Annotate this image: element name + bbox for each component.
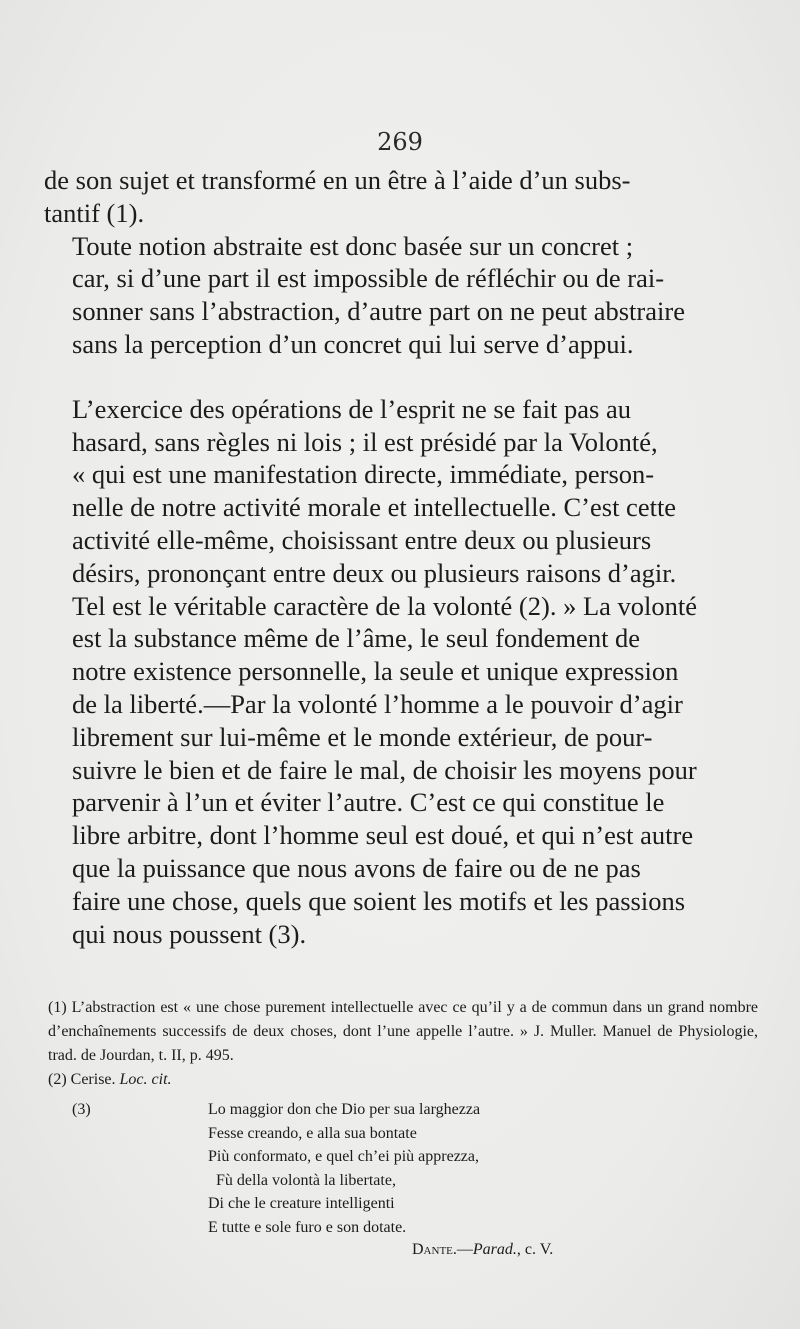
text-line: que la puissance que nous avons de faire ou de ne pas	[72, 852, 641, 883]
verse-line: Lo maggior don che Dio per sua larghezza	[208, 1101, 481, 1118]
text-line: Tel est le véritable caractère de la volonté (2). » La volonté	[72, 590, 698, 621]
text-line: libre arbitre, dont l’homme seul est doué, et qui n’est autre	[72, 820, 694, 851]
text-line: L’exercice des opérations de l’esprit ne se fait pas au	[72, 393, 631, 424]
footnote-mark: (3)	[72, 1101, 91, 1118]
text-line: faire une chose, quels que soient les motifs et les passions	[72, 885, 686, 916]
text-line: sans la perception d’un concret qui lui serve d’appui.	[72, 328, 634, 359]
text-line: tantif (1).	[44, 197, 145, 228]
verse-line: Di che le creature intelligenti	[208, 1195, 395, 1212]
text-line: qui nous poussent (3).	[72, 918, 307, 949]
text-line: car, si d’une part il est impossible de réfléchir ou de rai-	[72, 263, 665, 294]
verse-line: Fesse creando, e alla sua bontate	[208, 1124, 417, 1142]
text-line: librement sur lui-même et le monde extérieur, de pour-	[72, 721, 653, 752]
text-line: « qui est une manifestation directe, immédiate, person-	[72, 459, 655, 490]
verse-line: E tutte e sole furo e son dotate.	[208, 1218, 407, 1236]
text-line: est la substance même de l’âme, le seul fondement de	[72, 623, 641, 654]
attribution-rest: , c. V.	[516, 1241, 554, 1258]
paragraph-3	[44, 393, 756, 951]
text-line: nelle de notre activité morale et intellectuelle. C’est cette	[72, 492, 677, 523]
footnote-text: l’autre. » J. Muller. Manuel de Physiologie, trad. de Jourdan, t. II, p. 495.	[48, 1023, 758, 1064]
main-text	[44, 164, 756, 950]
attribution-author: Dante.—	[412, 1241, 473, 1258]
footnote-ref: Loc. cit.	[119, 1071, 172, 1088]
text-line: notre existence personnelle, la seule et unique expression	[72, 656, 679, 687]
footnote-mark: (2)	[48, 1071, 67, 1088]
footnote-1	[48, 996, 758, 1068]
text-line: de son sujet et transformé en un être à l’aide d’un subs-	[44, 165, 631, 195]
text-line: suivre le bien et de faire le mal, de choisir les moyens pour	[72, 754, 697, 785]
footnote-mark: (1)	[48, 999, 67, 1016]
verse-line: Più conformato, e quel ch’ei più apprezza,	[208, 1148, 479, 1165]
text-line: de la liberté.—Par la volonté l’homme a le pouvoir d’agir	[72, 688, 683, 719]
text-line: désirs, prononçant entre deux ou plusieurs raisons d’agir.	[72, 557, 677, 588]
verse-line: Fù della volontà la libertate,	[216, 1171, 396, 1189]
footnote-2	[48, 1068, 758, 1092]
text-line: Toute notion abstraite est donc basée sur un concret ;	[72, 230, 634, 261]
paragraph-1	[44, 164, 756, 230]
text-line: hasard, sans règles ni lois ; il est présidé par la Volonté,	[72, 426, 658, 457]
paragraph-2	[44, 230, 756, 361]
text-line: parvenir à l’un et éviter l’autre. C’est ce qui constitue le	[72, 787, 665, 818]
verse-attribution	[412, 1238, 553, 1262]
verse-quotation	[208, 1098, 668, 1239]
text-line: activité elle-même, choisissant entre deux ou plusieurs	[72, 524, 652, 555]
footnote-text: L’abstraction est « une chose purement intellectuelle avec ce qu’il y a de commun	[71, 999, 608, 1016]
attribution-work: Parad.	[472, 1241, 517, 1258]
footnote-author: Cerise.	[70, 1071, 116, 1088]
footnote-text: dans un grand nombre d’enchaînements successifs de deux choses, dont l’une appelle	[48, 999, 758, 1040]
footnotes	[48, 996, 758, 1092]
page-number: 269	[377, 128, 423, 156]
text-line: sonner sans l’abstraction, d’autre part on ne peut abstraire	[72, 296, 685, 327]
